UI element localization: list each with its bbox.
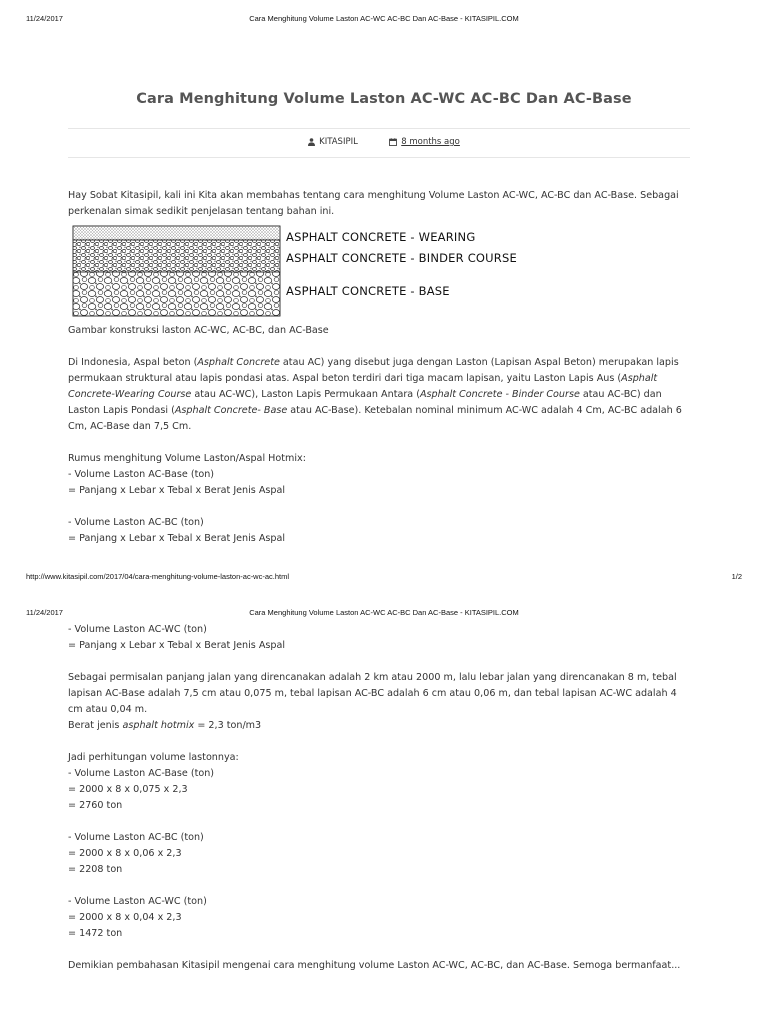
- figure-caption: Gambar konstruksi laston AC-WC, AC-BC, dan AC-Base: [68, 325, 329, 336]
- calc-bc-label: - Volume Laston AC-BC (ton): [68, 832, 204, 843]
- calc-wc-formula: = 2000 x 8 x 0,04 x 2,3: [68, 912, 182, 923]
- calc-wc-result: = 1472 ton: [68, 928, 123, 939]
- print-date-page2: 11/24/2017: [26, 608, 63, 617]
- title-divider: [68, 128, 690, 129]
- rumus-heading: Rumus menghitung Volume Laston/Aspal Hotmix:: [68, 453, 306, 464]
- aspal-beton-paragraph: Di Indonesia, Aspal beton (Asphalt Concrete atau AC) yang disebut juga dengan Laston (Lapisan Aspal Beton) merupakan lapis permukaan struktural atau lapis pondasi atas. Aspal beton terdiri dari tiga macam lapisan, yaitu Laston Lapis Aus (Asphalt Concrete-Wearing Course atau AC-WC), Laston Lapis Permukaan Antara (Asphalt Concrete - Binder Course atau AC-BC) dan Laston Lapis Pondasi (Asphalt Concrete- Base atau AC-Base). Ketebalan nominal minimum AC-WC adalah 4 Cm, AC-BC adalah 6 Cm, AC-Base dan 7,5 Cm.: [68, 357, 682, 432]
- calc-base-label: - Volume Laston AC-Base (ton): [68, 768, 215, 779]
- label-base: ASPHALT CONCRETE - BASE: [286, 284, 450, 298]
- label-wearing: ASPHALT CONCRETE - WEARING: [286, 230, 476, 244]
- rumus-wc-formula: = Panjang x Lebar x Tebal x Berat Jenis Aspal: [68, 640, 286, 651]
- rumus-bc-label: - Volume Laston AC-BC (ton): [68, 517, 204, 528]
- intro-paragraph: Hay Sobat Kitasipil, kali ini Kita akan membahas tentang cara menghitung Volume Laston AC-WC, AC-BC dan AC-Base. Sebagai perkenalan simak sedikit penjelasan tentang bahan ini.: [68, 190, 679, 217]
- calc-wc-label: - Volume Laston AC-WC (ton): [68, 896, 207, 907]
- print-url: http://www.kitasipil.com/2017/04/cara-menghitung-volume-laston-ac-wc-ac.html: [26, 572, 290, 581]
- print-page-number: 1/2: [731, 572, 742, 581]
- asphalt-layers-figure: [72, 225, 542, 317]
- page1-body: [68, 323, 692, 547]
- page2-body: [68, 622, 692, 974]
- print-page-title-page2: Cara Menghitung Volume Laston AC-WC AC-BC Dan AC-Base - KITASIPIL.COM: [249, 608, 519, 617]
- byline: [0, 137, 768, 148]
- calc-base-formula: = 2000 x 8 x 0,075 x 2,3: [68, 784, 188, 795]
- closing-paragraph: Demikian pembahasan Kitasipil mengenai cara menghitung volume Laston AC-WC, AC-BC, dan AC-Base. Semoga bermanfaat...: [68, 960, 681, 971]
- calc-heading: Jadi perhitungan volume lastonnya:: [68, 752, 239, 763]
- example-paragraph: Sebagai permisalan panjang jalan yang direncanakan adalah 2 km atau 2000 m, lalu lebar jalan yang direncanakan 8 m, tebal lapisan AC-Base adalah 7,5 cm atau 0,075 m, tebal lapisan AC-BC adalah 6 cm atau 0,06 m, dan tebal lapisan AC-WC adalah 4 cm atau 0,04 m.: [68, 672, 677, 715]
- rumus-base-formula: = Panjang x Lebar x Tebal x Berat Jenis Aspal: [68, 485, 286, 496]
- calc-bc-formula: = 2000 x 8 x 0,06 x 2,3: [68, 848, 182, 859]
- print-page-title: Cara Menghitung Volume Laston AC-WC AC-BC Dan AC-Base - KITASIPIL.COM: [249, 14, 519, 23]
- rumus-bc-formula: = Panjang x Lebar x Tebal x Berat Jenis Aspal: [68, 533, 286, 544]
- article-title: Cara Menghitung Volume Laston AC-WC AC-BC Dan AC-Base: [136, 91, 632, 107]
- rumus-wc-label: - Volume Laston AC-WC (ton): [68, 624, 207, 635]
- calendar-icon: [389, 138, 397, 146]
- user-icon: [308, 138, 315, 146]
- calc-base-result: = 2760 ton: [68, 800, 123, 811]
- calc-bc-result: = 2208 ton: [68, 864, 123, 875]
- label-binder: ASPHALT CONCRETE - BINDER COURSE: [286, 251, 517, 265]
- asphalt-layers-drawing: [72, 225, 282, 317]
- byline-divider: [68, 157, 690, 158]
- intro-block: [68, 188, 692, 220]
- rumus-base-label: - Volume Laston AC-Base (ton): [68, 469, 215, 480]
- post-date-link[interactable]: 8 months ago: [401, 137, 460, 147]
- berat-jenis-line: Berat jenis asphalt hotmix = 2,3 ton/m3: [68, 720, 262, 731]
- author-link[interactable]: KITASIPIL: [319, 137, 358, 147]
- print-date: 11/24/2017: [26, 14, 63, 23]
